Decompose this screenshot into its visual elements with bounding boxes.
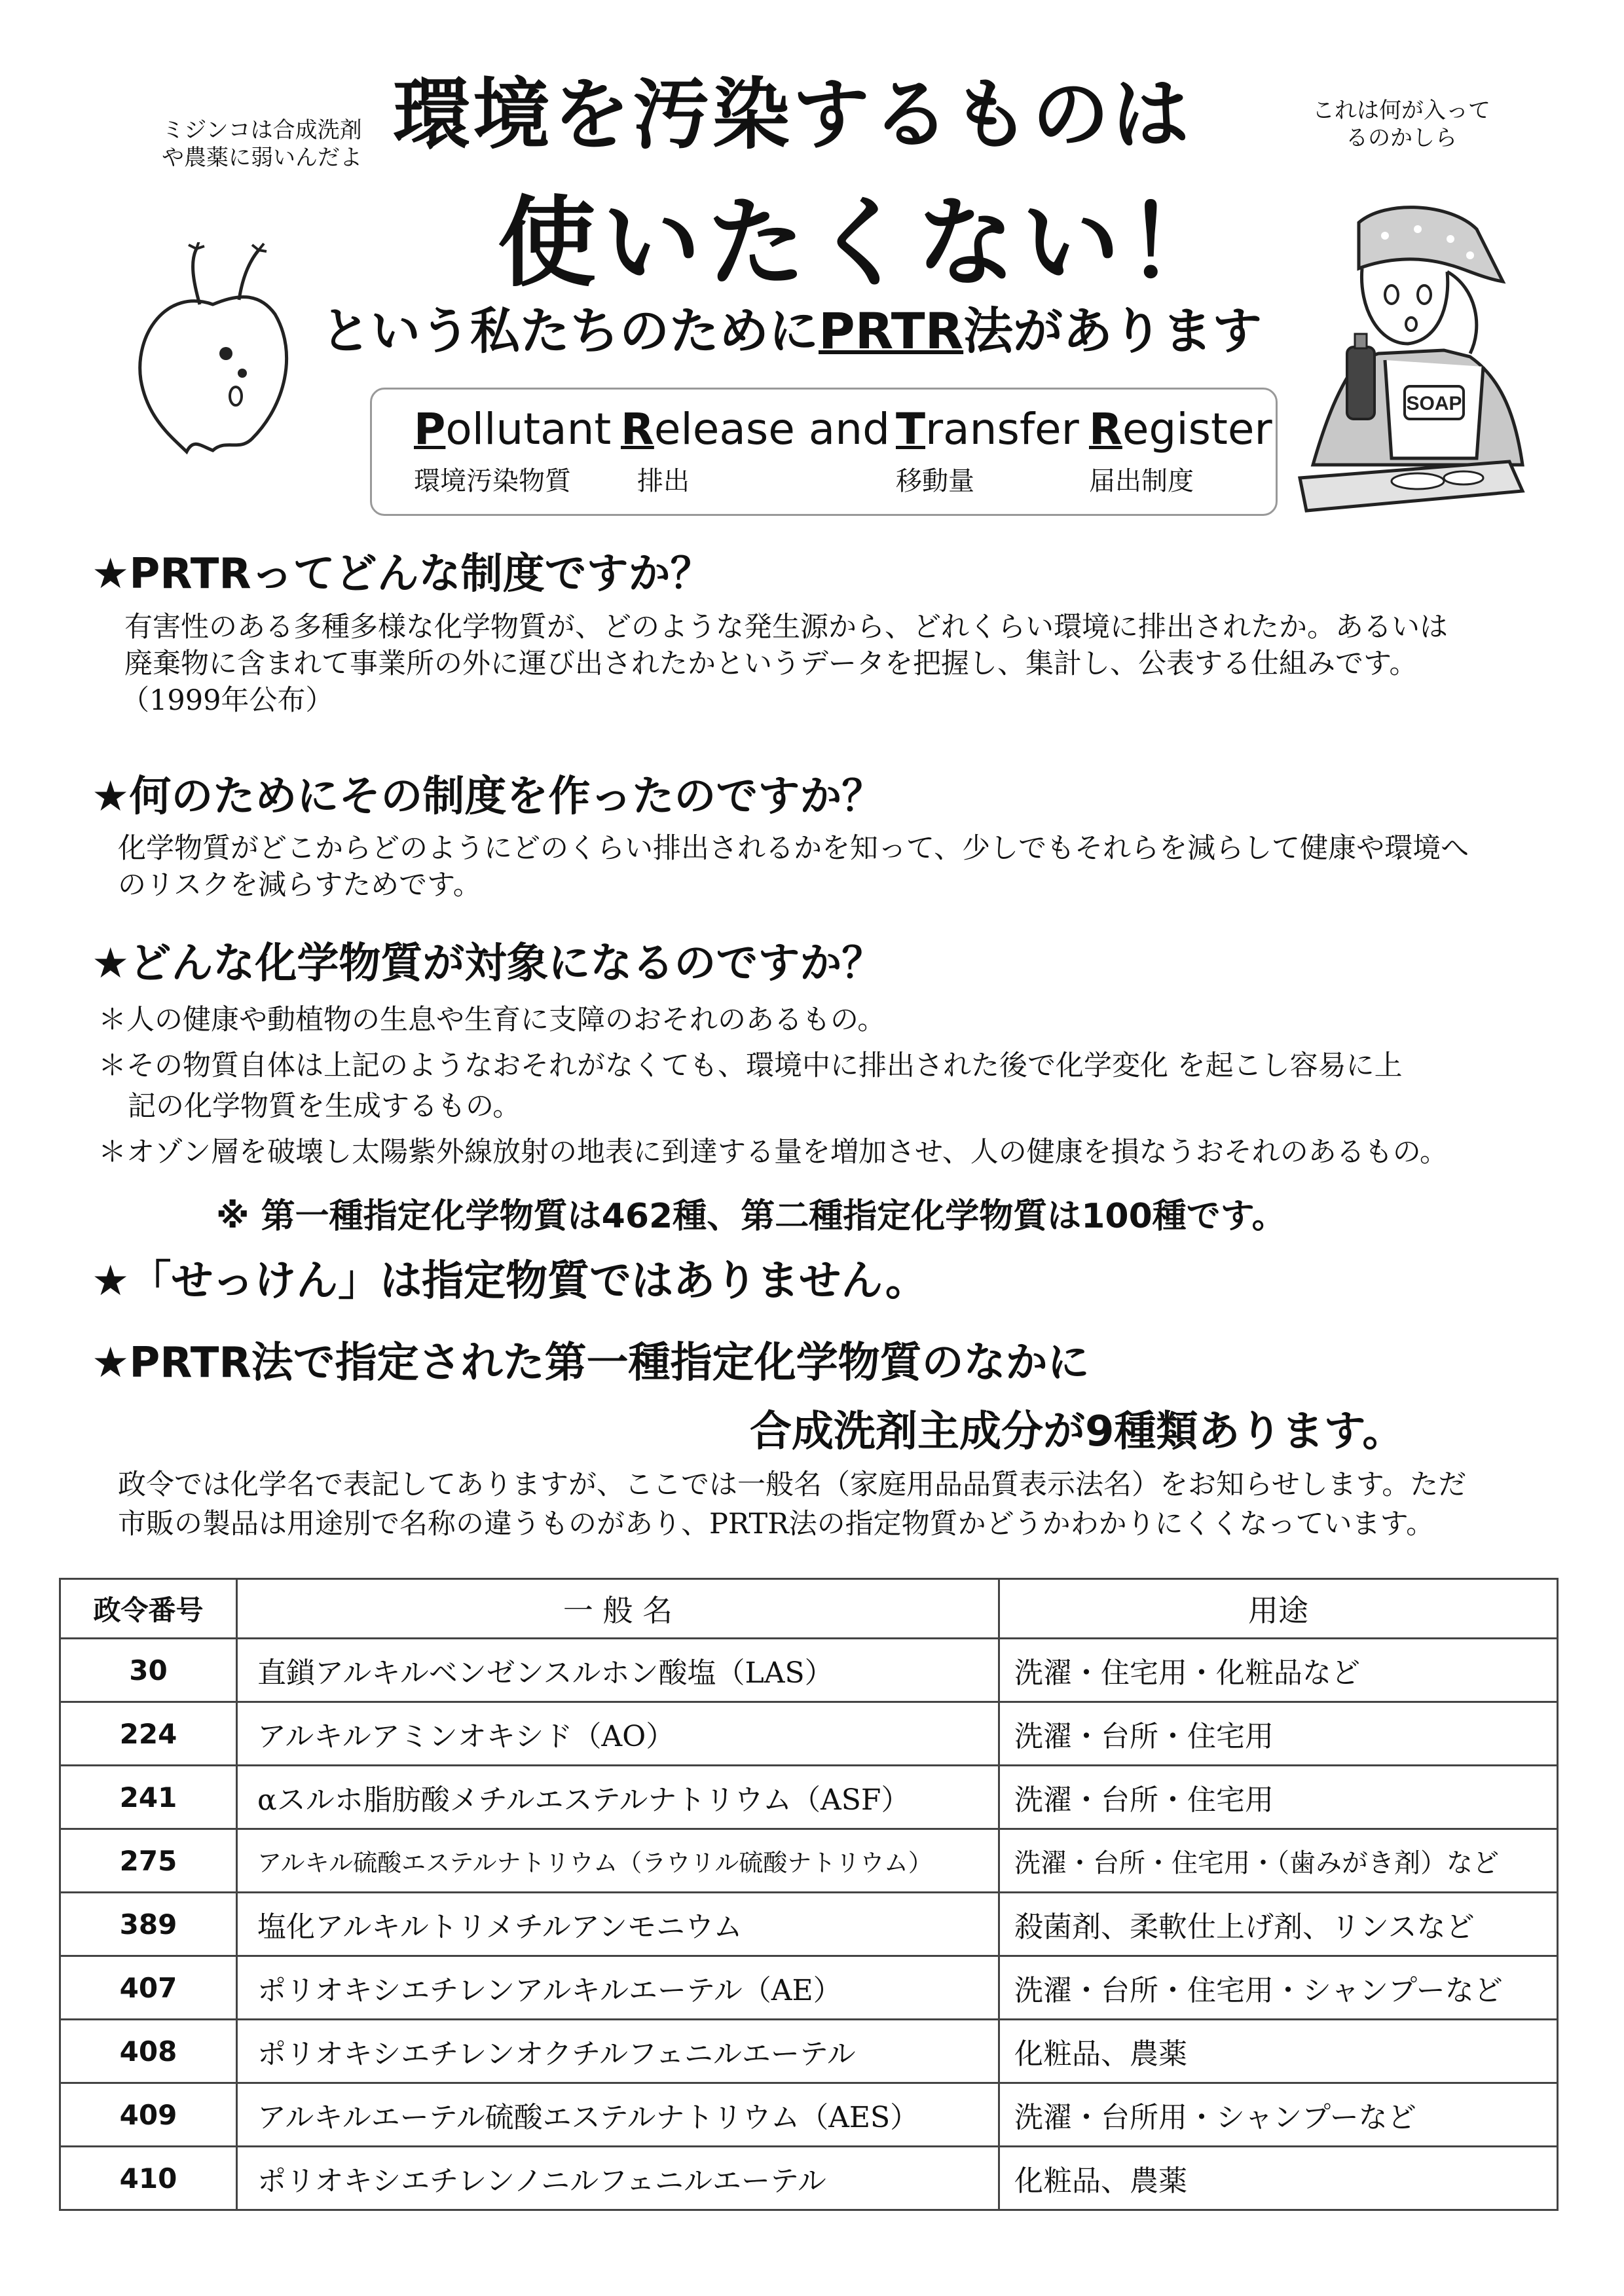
section-2-heading: ★何のためにその制度を作ったのですか？ [92,773,884,821]
daphnia-illustration [128,242,311,458]
section-3-note: ※ 第一種指定化学物質は462種、第二種指定化学物質は100種です。 [216,1197,1286,1236]
table-row [60,1702,1558,1766]
subtitle-post: 法があります [963,302,1263,360]
prtr-word-pollutant: Pollutant [414,404,612,454]
daphnia-speech-bubble: ミジンコは合成洗剤や農薬に弱いんだよ [162,117,362,171]
section-2-line-2: のリスクを減らすためです。 [118,869,481,902]
table-row [60,2020,1558,2083]
section-5-line-1: 政令では化学名で表記してありますが、ここでは一般名（家庭用品品質表示法名）をお知らせします。ただ [118,1468,1467,1501]
section-2-line-1: 化学物質がどこからどのようにどのくらい排出されるかを知って、少しでもそれらを減らして健康や環境へ [118,832,1469,865]
subtitle-pre: という私たちのために [321,302,819,360]
section-3-bullet-3: ＊オゾン層を破壊し太陽紫外線放射の地表に到達する量を増加させ、人の健康を損なうおそれのあるもの。 [98,1136,1448,1169]
row-no: 409 [60,2083,237,2147]
section-3-bullet-2a: ＊その物質自体は上記のようなおそれがなくても、環境中に排出された後で化学変化 を起こし容易に上 [98,1049,1403,1082]
title-line-2: 使いたくない！ [498,187,1232,301]
prtr-definition-box [370,388,1278,516]
row-no: 241 [60,1766,237,1829]
section-1-line-3: （1999年公布） [121,684,334,717]
section-5-line-2: 市販の製品は用途別で名称の違うものがあり、PRTR法の指定物質かどうかわかりにくくなっています。 [118,1508,1435,1540]
section-1-line-2: 廃棄物に含まれて事業所の外に運び出されたかというデータを把握し、集計し、公表する仕組みです。 [124,647,1418,680]
table-row [60,1639,1558,1702]
section-1-line-1: 有害性のある多種多様な化学物質が、どのような発生源から、どれくらい環境に排出されたか。あるいは [124,611,1448,644]
row-use: 洗濯・住宅用・化粧品など [999,1639,1558,1702]
section-5-heading-2: 合成洗剤主成分が9種類あります。 [750,1408,1405,1456]
subtitle [321,291,1262,363]
soap-label: SOAP [1406,393,1462,414]
row-no: 407 [60,1956,237,2020]
row-use: 化粧品、農薬 [999,2147,1558,2210]
row-no: 275 [60,1829,237,1893]
woman-illustration [1287,203,1536,517]
subtitle-prtr: PRTR [819,302,964,360]
row-name: αスルホ脂肪酸メチルエステルナトリウム（ASF） [237,1766,999,1829]
row-name: アルキルアミンオキシド（AO） [237,1702,999,1766]
table-header-row [60,1579,1558,1639]
prtr-jp-release: 排出 [637,466,690,496]
row-name: アルキル硫酸エステルナトリウム（ラウリル硫酸ナトリウム） [237,1829,999,1893]
section-4-heading: ★「せっけん」は指定物質ではありません。 [92,1257,927,1305]
row-name: 直鎖アルキルベンゼンスルホン酸塩（LAS） [237,1639,999,1702]
header-no: 政令番号 [60,1579,237,1639]
prtr-jp-register: 届出制度 [1089,466,1194,496]
table-row [60,2083,1558,2147]
row-name: ポリオキシエチレンノニルフェニルエーテル [237,2147,999,2210]
row-name: アルキルエーテル硫酸エステルナトリウム（AES） [237,2083,999,2147]
row-no: 224 [60,1702,237,1766]
prtr-word-register: Register [1089,404,1272,454]
row-no: 30 [60,1639,237,1702]
detergent-table [59,1578,1559,2211]
table-row [60,1893,1558,1956]
header-use: 用途 [999,1579,1558,1639]
table-row [60,2147,1558,2210]
row-use: 洗濯・台所・住宅用 [999,1702,1558,1766]
table-row [60,1829,1558,1893]
prtr-word-transfer: Transfer [896,404,1079,454]
row-use: 洗濯・台所・住宅用・シャンプーなど [999,1956,1558,2020]
woman-speech-bubble: これは何が入ってるのかしら [1312,98,1490,151]
table-row [60,1956,1558,2020]
prtr-jp-pollutant: 環境汚染物質 [414,466,571,496]
section-3-bullet-2b: 記の化学物質を生成するもの。 [128,1090,521,1123]
section-5-heading-1: ★PRTR法で指定された第一種指定化学物質のなかに [92,1339,1090,1387]
table-row [60,1766,1558,1829]
row-name: ポリオキシエチレンオクチルフェニルエーテル [237,2020,999,2083]
row-no: 410 [60,2147,237,2210]
row-no: 389 [60,1893,237,1956]
prtr-word-release: Release and [621,404,890,454]
row-use: 殺菌剤、柔軟仕上げ剤、リンスなど [999,1893,1558,1956]
row-use: 洗濯・台所・住宅用・（歯みがき剤）など [999,1829,1558,1893]
row-use: 化粧品、農薬 [999,2020,1558,2083]
row-use: 洗濯・台所・住宅用 [999,1766,1558,1829]
title-line-1: 環境を汚染するものは [393,69,1192,160]
section-1-heading: ★PRTRってどんな制度ですか？ [92,550,712,598]
row-use: 洗濯・台所用・シャンプーなど [999,2083,1558,2147]
header-name: 一 般 名 [237,1579,999,1639]
prtr-jp-transfer: 移動量 [896,466,974,496]
section-3-bullet-1: ＊人の健康や動植物の生息や生育に支障のおそれのあるもの。 [98,1004,886,1036]
section-3-heading: ★どんな化学物質が対象になるのですか？ [92,939,884,988]
row-name: ポリオキシエチレンアルキルエーテル（AE） [237,1956,999,2020]
row-name: 塩化アルキルトリメチルアンモニウム [237,1893,999,1956]
row-no: 408 [60,2020,237,2083]
